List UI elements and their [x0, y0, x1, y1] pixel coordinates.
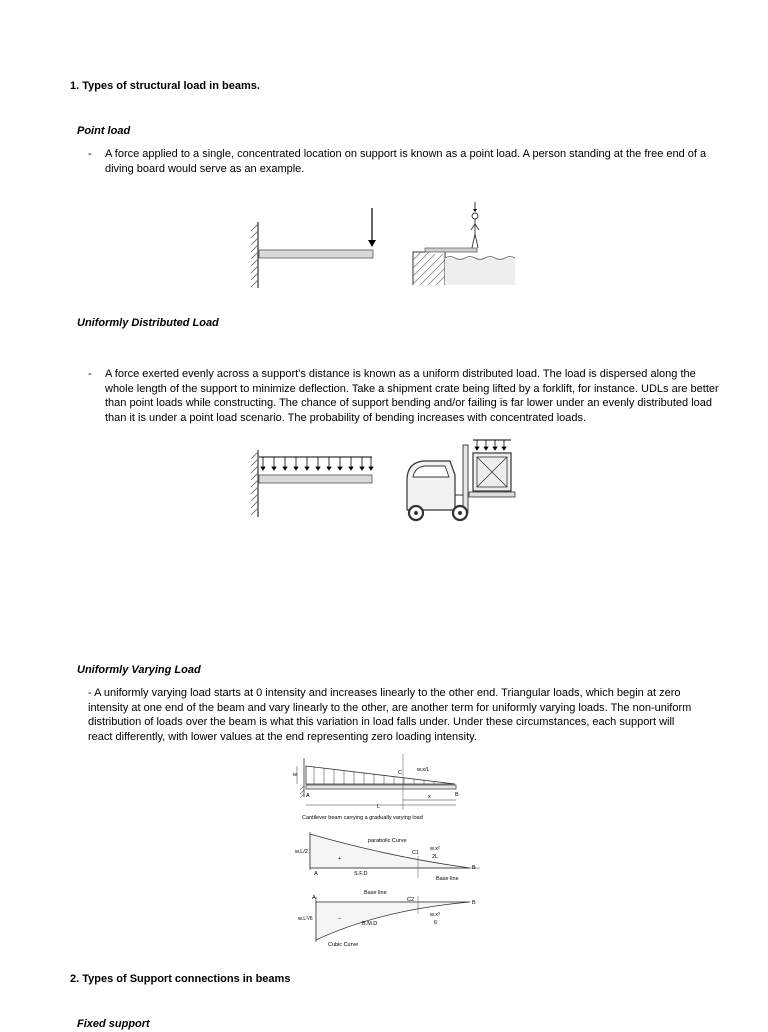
sfd-wx2-label: w.x²	[430, 846, 440, 852]
point-load-description: A force applied to a single, concentrated location on support is known as a point load. A person standing at the free end of a diving board would serve as an example.	[105, 148, 707, 175]
uvl-description: - A uniformly varying load starts at 0 intensity and increases linearly to the other end. Triangular loads, which begin at zero intensity at one end of the beam and vary linearly to the other, are another term for uniformly varying loads. The non-uniform distribution of loads over the beam is what this variation in load falls under. Under these circumstances, each support will react differently, with lower values at the end representing zero loading intensity.	[88, 687, 692, 743]
subheading-point-load: Point load	[77, 125, 131, 137]
sfd-a-label: A	[314, 871, 318, 877]
sfd-plus-label: +	[338, 856, 342, 862]
sfd-base-label: Base line	[436, 876, 459, 882]
sfd-name-label: S.F.D	[354, 871, 368, 877]
uvl-b-label: B	[455, 792, 459, 798]
subheading-udl: Uniformly Distributed Load	[77, 317, 219, 329]
subheading-uvl: Uniformly Varying Load	[77, 664, 201, 676]
bullet-dash: -	[88, 148, 92, 160]
uvl-c-label: C	[398, 770, 402, 776]
uvl-a-label: A	[306, 793, 310, 799]
uvl-figure	[290, 752, 490, 952]
cantilever-point-load-diagram	[251, 208, 376, 288]
bmd-name-label: B.M.D	[362, 921, 378, 927]
section-title-load-types: 1. Types of structural load in beams.	[70, 80, 260, 92]
bullet-dash: -	[88, 368, 92, 380]
udl-bullet	[88, 367, 720, 425]
bmd-a-label: A	[312, 895, 316, 901]
subheading-fixed-support: Fixed support	[77, 1018, 150, 1030]
uvl-l-label: L	[377, 804, 381, 810]
point-load-bullet	[88, 147, 730, 176]
udl-illustration	[245, 425, 530, 525]
bmd-6-label: 6	[434, 920, 438, 926]
udl-description: A force exerted evenly across a support's distance is known as a uniform distributed load. The load is dispersed along the whole length of the support to minimize deflection. Take a shipment crate being lifted by a forklift, for instance. UDLs are better than point loads while constructing. The chance of support bending and/or failing is far lower under an evenly distributed load than it is under a point load scenario. The probability of bending increases with concentrated loads.	[105, 368, 719, 424]
sfd-c1-label: C1	[412, 850, 420, 856]
uvl-wxl-label: w.x/L	[417, 767, 430, 773]
sfd-value-label: w.L/2	[295, 849, 308, 855]
uvl-bmd-diagram	[297, 890, 476, 948]
uvl-w-label: w	[293, 772, 297, 778]
section-title-supports: 2. Types of Support connections in beams	[70, 973, 291, 985]
forklift-crate-diagram	[407, 440, 515, 520]
diving-board-diagram	[413, 202, 515, 285]
uvl-x-label: x	[428, 794, 431, 800]
bmd-wx3-label: w.x³	[430, 912, 440, 918]
sfd-curve-label: parabolic Curve	[368, 838, 407, 844]
uvl-sfd-diagram	[294, 832, 480, 882]
bmd-base-label: Base line	[364, 890, 387, 896]
bmd-minus-label: –	[338, 916, 342, 922]
sfd-b-label: B	[472, 865, 476, 871]
bmd-b-label: B	[472, 900, 476, 906]
bmd-value-label: w.L²/6	[298, 916, 313, 922]
uvl-beam-diagram	[292, 754, 459, 821]
point-load-illustration	[245, 200, 525, 295]
bmd-curve-label: Cubic Curve	[328, 942, 359, 948]
bmd-c2-label: C2	[407, 897, 415, 903]
sfd-2l-label: 2L	[432, 854, 439, 860]
uvl-caption: Cantilever beam carrying a gradually varying load	[302, 815, 423, 821]
cantilever-udl-diagram	[251, 450, 373, 517]
